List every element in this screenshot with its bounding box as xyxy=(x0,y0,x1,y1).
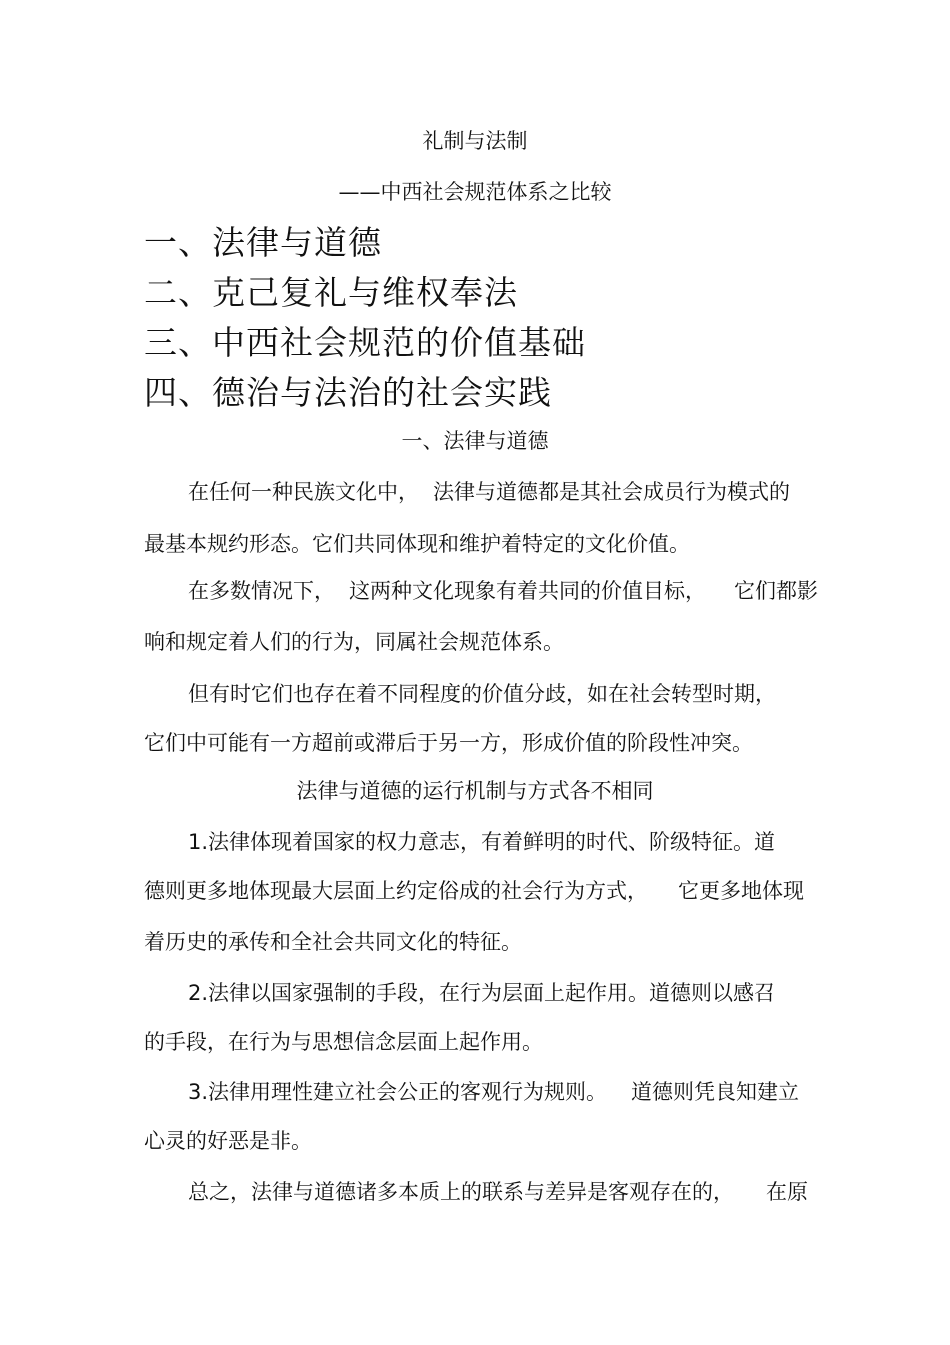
text-span: 在原 xyxy=(766,1180,808,1204)
text-span: 道德则凭良知建立 xyxy=(631,1080,800,1104)
paragraph-line: 心灵的好恶是非。 xyxy=(144,1129,312,1153)
paragraph-line xyxy=(188,1178,808,1206)
document-title: 礼制与法制 xyxy=(422,129,528,153)
text-span: 在多数情况下， xyxy=(188,579,335,603)
paragraph-line xyxy=(188,1078,799,1106)
paragraph-line xyxy=(144,877,804,905)
toc-item-1: 一、法律与道德 xyxy=(144,223,382,262)
text-span: 3.法律用理性建立社会公正的客观行为规则。 xyxy=(188,1080,608,1104)
paragraph-line: 1.法律体现着国家的权力意志，有着鲜明的时代、阶级特征。道 xyxy=(188,830,776,854)
text-span: 德则更多地体现最大层面上约定俗成的社会行为方式， xyxy=(144,879,648,903)
subheading: 法律与道德的运行机制与方式各不相同 xyxy=(296,779,654,803)
toc-item-4: 四、德治与法治的社会实践 xyxy=(144,373,552,412)
paragraph-line xyxy=(188,577,818,605)
text-span: 它更多地体现 xyxy=(678,879,804,903)
toc-item-2: 二、克己复礼与维权奉法 xyxy=(144,273,518,312)
text-span: 总之，法律与道德诸多本质上的联系与差异是客观存在的， xyxy=(188,1180,734,1204)
paragraph-line: 的手段，在行为与思想信念层面上起作用。 xyxy=(144,1030,543,1054)
text-span: 这两种文化现象有着共同的价值目标， xyxy=(349,579,706,603)
paragraph-line: 2.法律以国家强制的手段，在行为层面上起作用。道德则以感召 xyxy=(188,981,776,1005)
toc-item-3: 三、中西社会规范的价值基础 xyxy=(144,323,586,362)
document-subtitle: ——中西社会规范体系之比较 xyxy=(338,180,612,204)
paragraph-line: 响和规定着人们的行为，同属社会规范体系。 xyxy=(144,630,564,654)
text-span: 它们都影 xyxy=(734,579,818,603)
paragraph-line: 着历史的承传和全社会共同文化的特征。 xyxy=(144,930,522,954)
paragraph-line: 但有时它们也存在着不同程度的价值分歧，如在社会转型时期， xyxy=(188,682,776,706)
paragraph-line: 它们中可能有一方超前或滞后于另一方，形成价值的阶段性冲突。 xyxy=(144,731,753,755)
text-span: 法律与道德都是其社会成员行为模式的 xyxy=(433,480,790,504)
paragraph-line xyxy=(188,478,790,506)
text-span: 在任何一种民族文化中， xyxy=(188,480,419,504)
paragraph-line: 最基本规约形态。它们共同体现和维护着特定的文化价值。 xyxy=(144,532,690,556)
section-heading: 一、法律与道德 xyxy=(401,429,549,453)
